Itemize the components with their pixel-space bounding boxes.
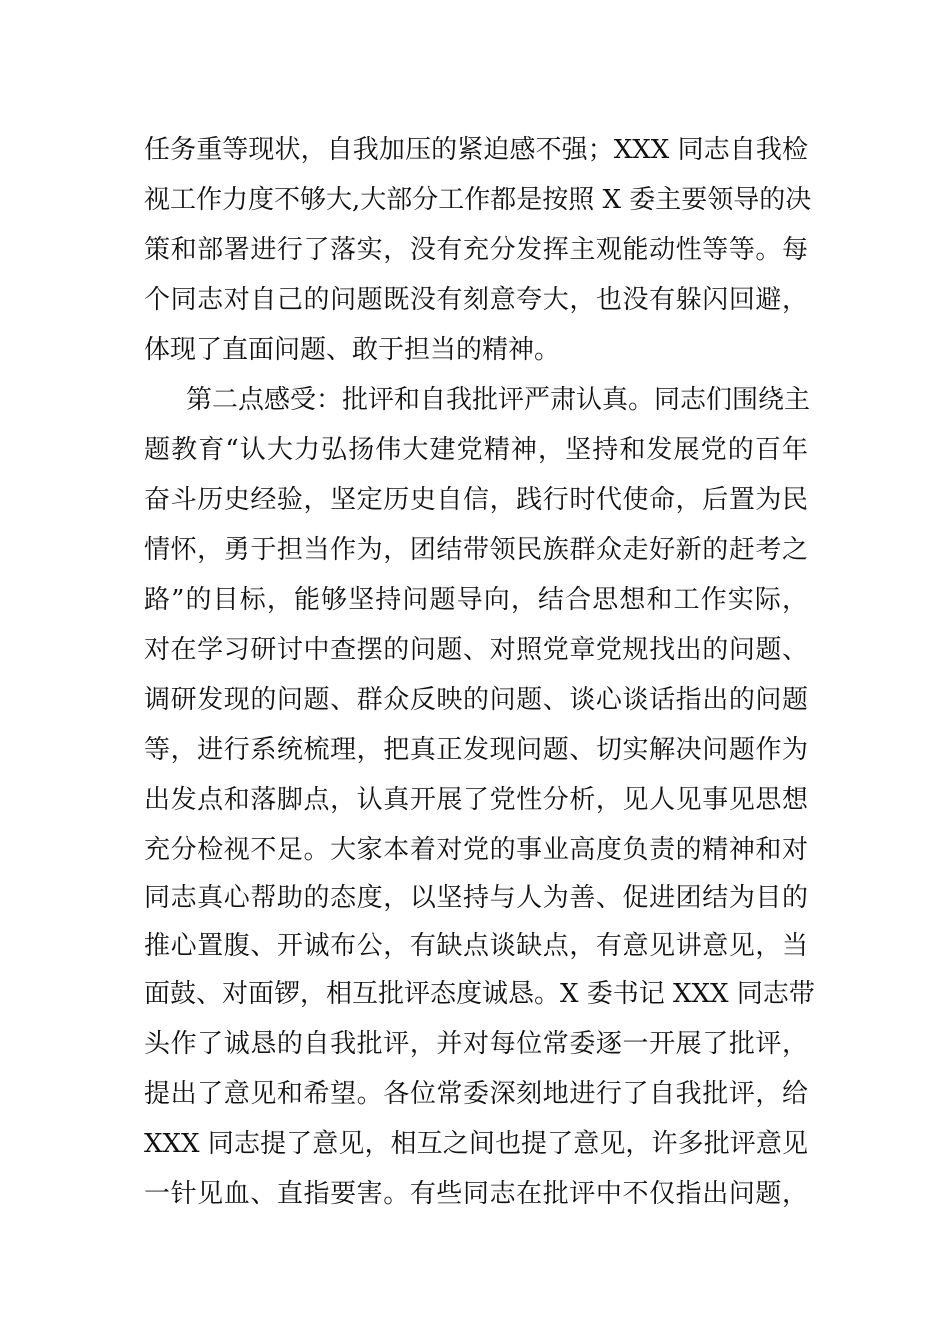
text-line: XXX 同志提了意见，相互之间也提了意见，许多批评意见 [144,1129,808,1159]
text-line: 题教育“认大力弘扬伟大建党精神，坚持和发展党的百年 [144,435,808,465]
text-line: 调研发现的问题、群众反映的问题、谈心谈话指出的问题 [144,685,808,715]
text-line: 策和部署进行了落实，没有充分发挥主观能动性等等。每 [144,235,808,265]
text-line: 头作了诚恳的自我批评，并对每位常委逐一开展了批评， [144,1029,808,1059]
text-line: 面鼓、对面锣，相互批评态度诚恳。X 委书记 XXX 同志带 [144,979,815,1009]
text-line: 一针见血、直指要害。有些同志在批评中不仅指出问题， [144,1179,808,1209]
text-line: 任务重等现状，自我加压的紧迫感不强；XXX 同志自我检 [144,135,808,165]
text-line: 推心置腹、开诚布公，有缺点谈缺点，有意见讲意见，当 [144,931,808,961]
text-line: 等，进行系统梳理，把真正发现问题、切实解决问题作为 [144,735,808,765]
paragraph-first-line: 第二点感受：批评和自我批评严肃认真。同志们围绕主 [186,385,811,415]
text-line: 奋斗历史经验，坚定历史自信，践行时代使命，后置为民 [144,485,808,515]
text-line: 情怀，勇于担当作为，团结带领民族群众走好新的赶考之 [144,535,808,565]
text-line: 充分检视不足。大家本着对党的事业高度负责的精神和对 [144,835,808,865]
text-line: 视工作力度不够大,大部分工作都是按照 X 委主要领导的决 [144,185,812,215]
text-line: 个同志对自己的问题既没有刻意夸大，也没有躲闪回避， [144,285,808,315]
text-line: 提出了意见和希望。各位常委深刻地进行了自我批评，给 [144,1079,808,1109]
text-line: 对在学习研讨中查摆的问题、对照党章党规找出的问题、 [144,635,808,665]
text-line: 同志真心帮助的态度，以坚持与人为善、促进团结为目的 [144,883,808,913]
text-line: 体现了直面问题、敢于担当的精神。 [144,335,561,365]
text-line: 出发点和落脚点，认真开展了党性分析，见人见事见思想 [144,785,808,815]
text-line: 路”的目标，能够坚持问题导向，结合思想和工作实际， [144,585,808,615]
